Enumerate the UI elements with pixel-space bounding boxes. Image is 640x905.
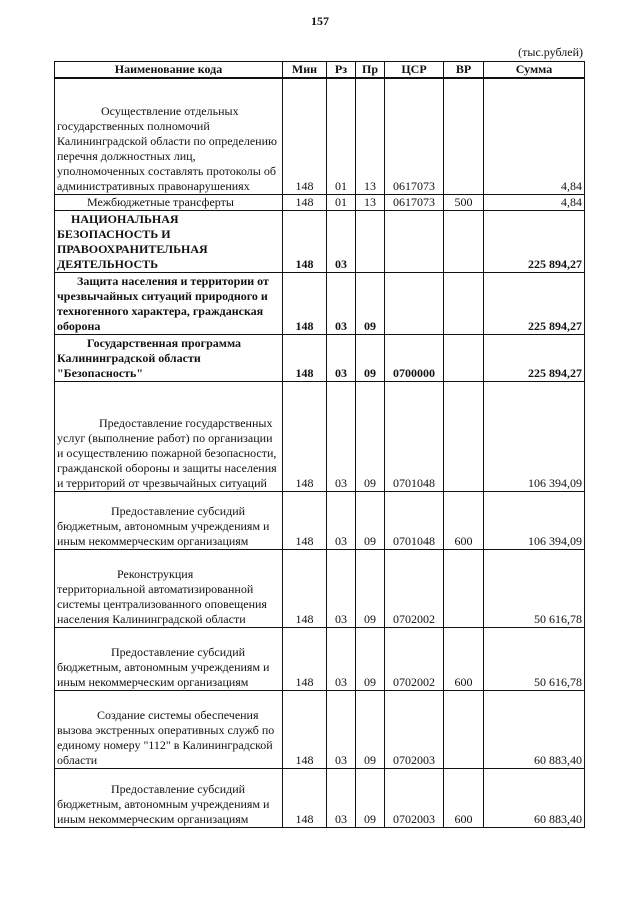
table-row bbox=[55, 549, 585, 627]
header-min: Мин bbox=[283, 62, 327, 79]
row-pr bbox=[356, 210, 385, 272]
row-pr: 09 bbox=[356, 768, 385, 827]
row-rz: 03 bbox=[327, 768, 356, 827]
row-rz: 01 bbox=[327, 78, 356, 194]
row-vr bbox=[444, 381, 484, 491]
row-vr: 600 bbox=[444, 491, 484, 549]
row-csr bbox=[385, 210, 444, 272]
row-vr bbox=[444, 549, 484, 627]
row-rz: 03 bbox=[327, 491, 356, 549]
row-sum: 225 894,27 bbox=[484, 210, 585, 272]
row-pr: 09 bbox=[356, 491, 385, 549]
row-csr: 0700000 bbox=[385, 334, 444, 381]
row-name: Реконструкция территориальной автоматизированной системы централизованного оповещения населения Калининградской области bbox=[57, 566, 267, 626]
row-min: 148 bbox=[283, 334, 327, 381]
row-min: 148 bbox=[283, 210, 327, 272]
row-csr: 0701048 bbox=[385, 381, 444, 491]
row-vr: 600 bbox=[444, 627, 484, 690]
header-sum: Сумма bbox=[484, 62, 585, 79]
row-min: 148 bbox=[283, 627, 327, 690]
row-pr: 09 bbox=[356, 549, 385, 627]
row-pr: 09 bbox=[356, 272, 385, 334]
row-pr: 09 bbox=[356, 381, 385, 491]
row-sum: 225 894,27 bbox=[484, 272, 585, 334]
row-min: 148 bbox=[283, 272, 327, 334]
header-pr: Пр bbox=[356, 62, 385, 79]
row-sum: 60 883,40 bbox=[484, 690, 585, 768]
table-row bbox=[55, 627, 585, 690]
row-rz: 03 bbox=[327, 627, 356, 690]
row-min: 148 bbox=[283, 690, 327, 768]
row-sum: 225 894,27 bbox=[484, 334, 585, 381]
row-sum: 106 394,09 bbox=[484, 381, 585, 491]
table-row bbox=[55, 690, 585, 768]
header-csr: ЦСР bbox=[385, 62, 444, 79]
row-vr bbox=[444, 210, 484, 272]
row-pr: 13 bbox=[356, 194, 385, 210]
row-csr: 0617073 bbox=[385, 194, 444, 210]
row-csr: 0617073 bbox=[385, 78, 444, 194]
row-name: НАЦИОНАЛЬНАЯ БЕЗОПАСНОСТЬ И ПРАВООХРАНИТЕЛЬНАЯ ДЕЯТЕЛЬНОСТЬ bbox=[57, 211, 208, 271]
row-csr: 0702002 bbox=[385, 549, 444, 627]
row-vr bbox=[444, 334, 484, 381]
row-min: 148 bbox=[283, 78, 327, 194]
header-name: Наименование кода bbox=[55, 62, 283, 79]
row-csr: 0701048 bbox=[385, 491, 444, 549]
row-name: Предоставление государственных услуг (выполнение работ) по организации и осуществлению пожарной безопасности, гражданской обороны и защиты населения и территорий от чрезвычайных ситуаций bbox=[57, 415, 277, 490]
row-sum: 4,84 bbox=[484, 78, 585, 194]
row-min: 148 bbox=[283, 549, 327, 627]
row-csr bbox=[385, 272, 444, 334]
row-csr: 0702002 bbox=[385, 627, 444, 690]
row-name: Межбюджетные трансферты bbox=[87, 194, 234, 209]
row-pr: 09 bbox=[356, 690, 385, 768]
row-sum: 50 616,78 bbox=[484, 627, 585, 690]
row-sum: 106 394,09 bbox=[484, 491, 585, 549]
units-label: (тыс.рублей) bbox=[518, 45, 583, 59]
table-row bbox=[55, 381, 585, 491]
row-sum: 4,84 bbox=[484, 194, 585, 210]
header-vr: ВР bbox=[444, 62, 484, 79]
row-name: Предоставление субсидий бюджетным, автономным учреждениям и иным некоммерческим организациям bbox=[57, 644, 270, 689]
table-row bbox=[55, 768, 585, 827]
row-rz: 03 bbox=[327, 334, 356, 381]
page-number: 157 bbox=[311, 14, 329, 28]
row-rz: 01 bbox=[327, 194, 356, 210]
table-header-row bbox=[55, 62, 585, 79]
row-pr: 13 bbox=[356, 78, 385, 194]
row-name: Предоставление субсидий бюджетным, автономным учреждениям и иным некоммерческим организациям bbox=[57, 503, 270, 548]
row-vr bbox=[444, 272, 484, 334]
row-rz: 03 bbox=[327, 381, 356, 491]
row-vr: 500 bbox=[444, 194, 484, 210]
row-csr: 0702003 bbox=[385, 768, 444, 827]
row-min: 148 bbox=[283, 194, 327, 210]
row-pr: 09 bbox=[356, 627, 385, 690]
table-row bbox=[55, 491, 585, 549]
row-vr bbox=[444, 690, 484, 768]
row-rz: 03 bbox=[327, 272, 356, 334]
row-rz: 03 bbox=[327, 210, 356, 272]
table-row bbox=[55, 272, 585, 334]
table-row bbox=[55, 78, 585, 194]
row-pr: 09 bbox=[356, 334, 385, 381]
row-min: 148 bbox=[283, 491, 327, 549]
row-min: 148 bbox=[283, 381, 327, 491]
row-vr bbox=[444, 78, 484, 194]
row-name: Создание системы обеспечения вызова экстренных оперативных служб по единому номеру "112" в Калининградской области bbox=[57, 707, 275, 767]
row-sum: 50 616,78 bbox=[484, 549, 585, 627]
row-sum: 60 883,40 bbox=[484, 768, 585, 827]
row-rz: 03 bbox=[327, 690, 356, 768]
row-name: Государственная программа Калининградской области "Безопасность" bbox=[57, 335, 242, 380]
row-vr: 600 bbox=[444, 768, 484, 827]
row-min: 148 bbox=[283, 768, 327, 827]
table-row bbox=[55, 210, 585, 272]
table-row bbox=[55, 194, 585, 210]
budget-table bbox=[54, 61, 585, 828]
header-rz: Рз bbox=[327, 62, 356, 79]
table-row bbox=[55, 334, 585, 381]
row-csr: 0702003 bbox=[385, 690, 444, 768]
row-name: Предоставление субсидий бюджетным, автономным учреждениям и иным некоммерческим организациям bbox=[57, 781, 270, 826]
row-name: Защита населения и территории от чрезвычайных ситуаций природного и техногенного характера, гражданская оборона bbox=[57, 273, 269, 333]
row-rz: 03 bbox=[327, 549, 356, 627]
row-name: Осуществление отдельных государственных полномочий Калининградской области по определению перечня должностных лиц, уполномоченных составлять протоколы об административных правонарушениях bbox=[57, 103, 277, 193]
